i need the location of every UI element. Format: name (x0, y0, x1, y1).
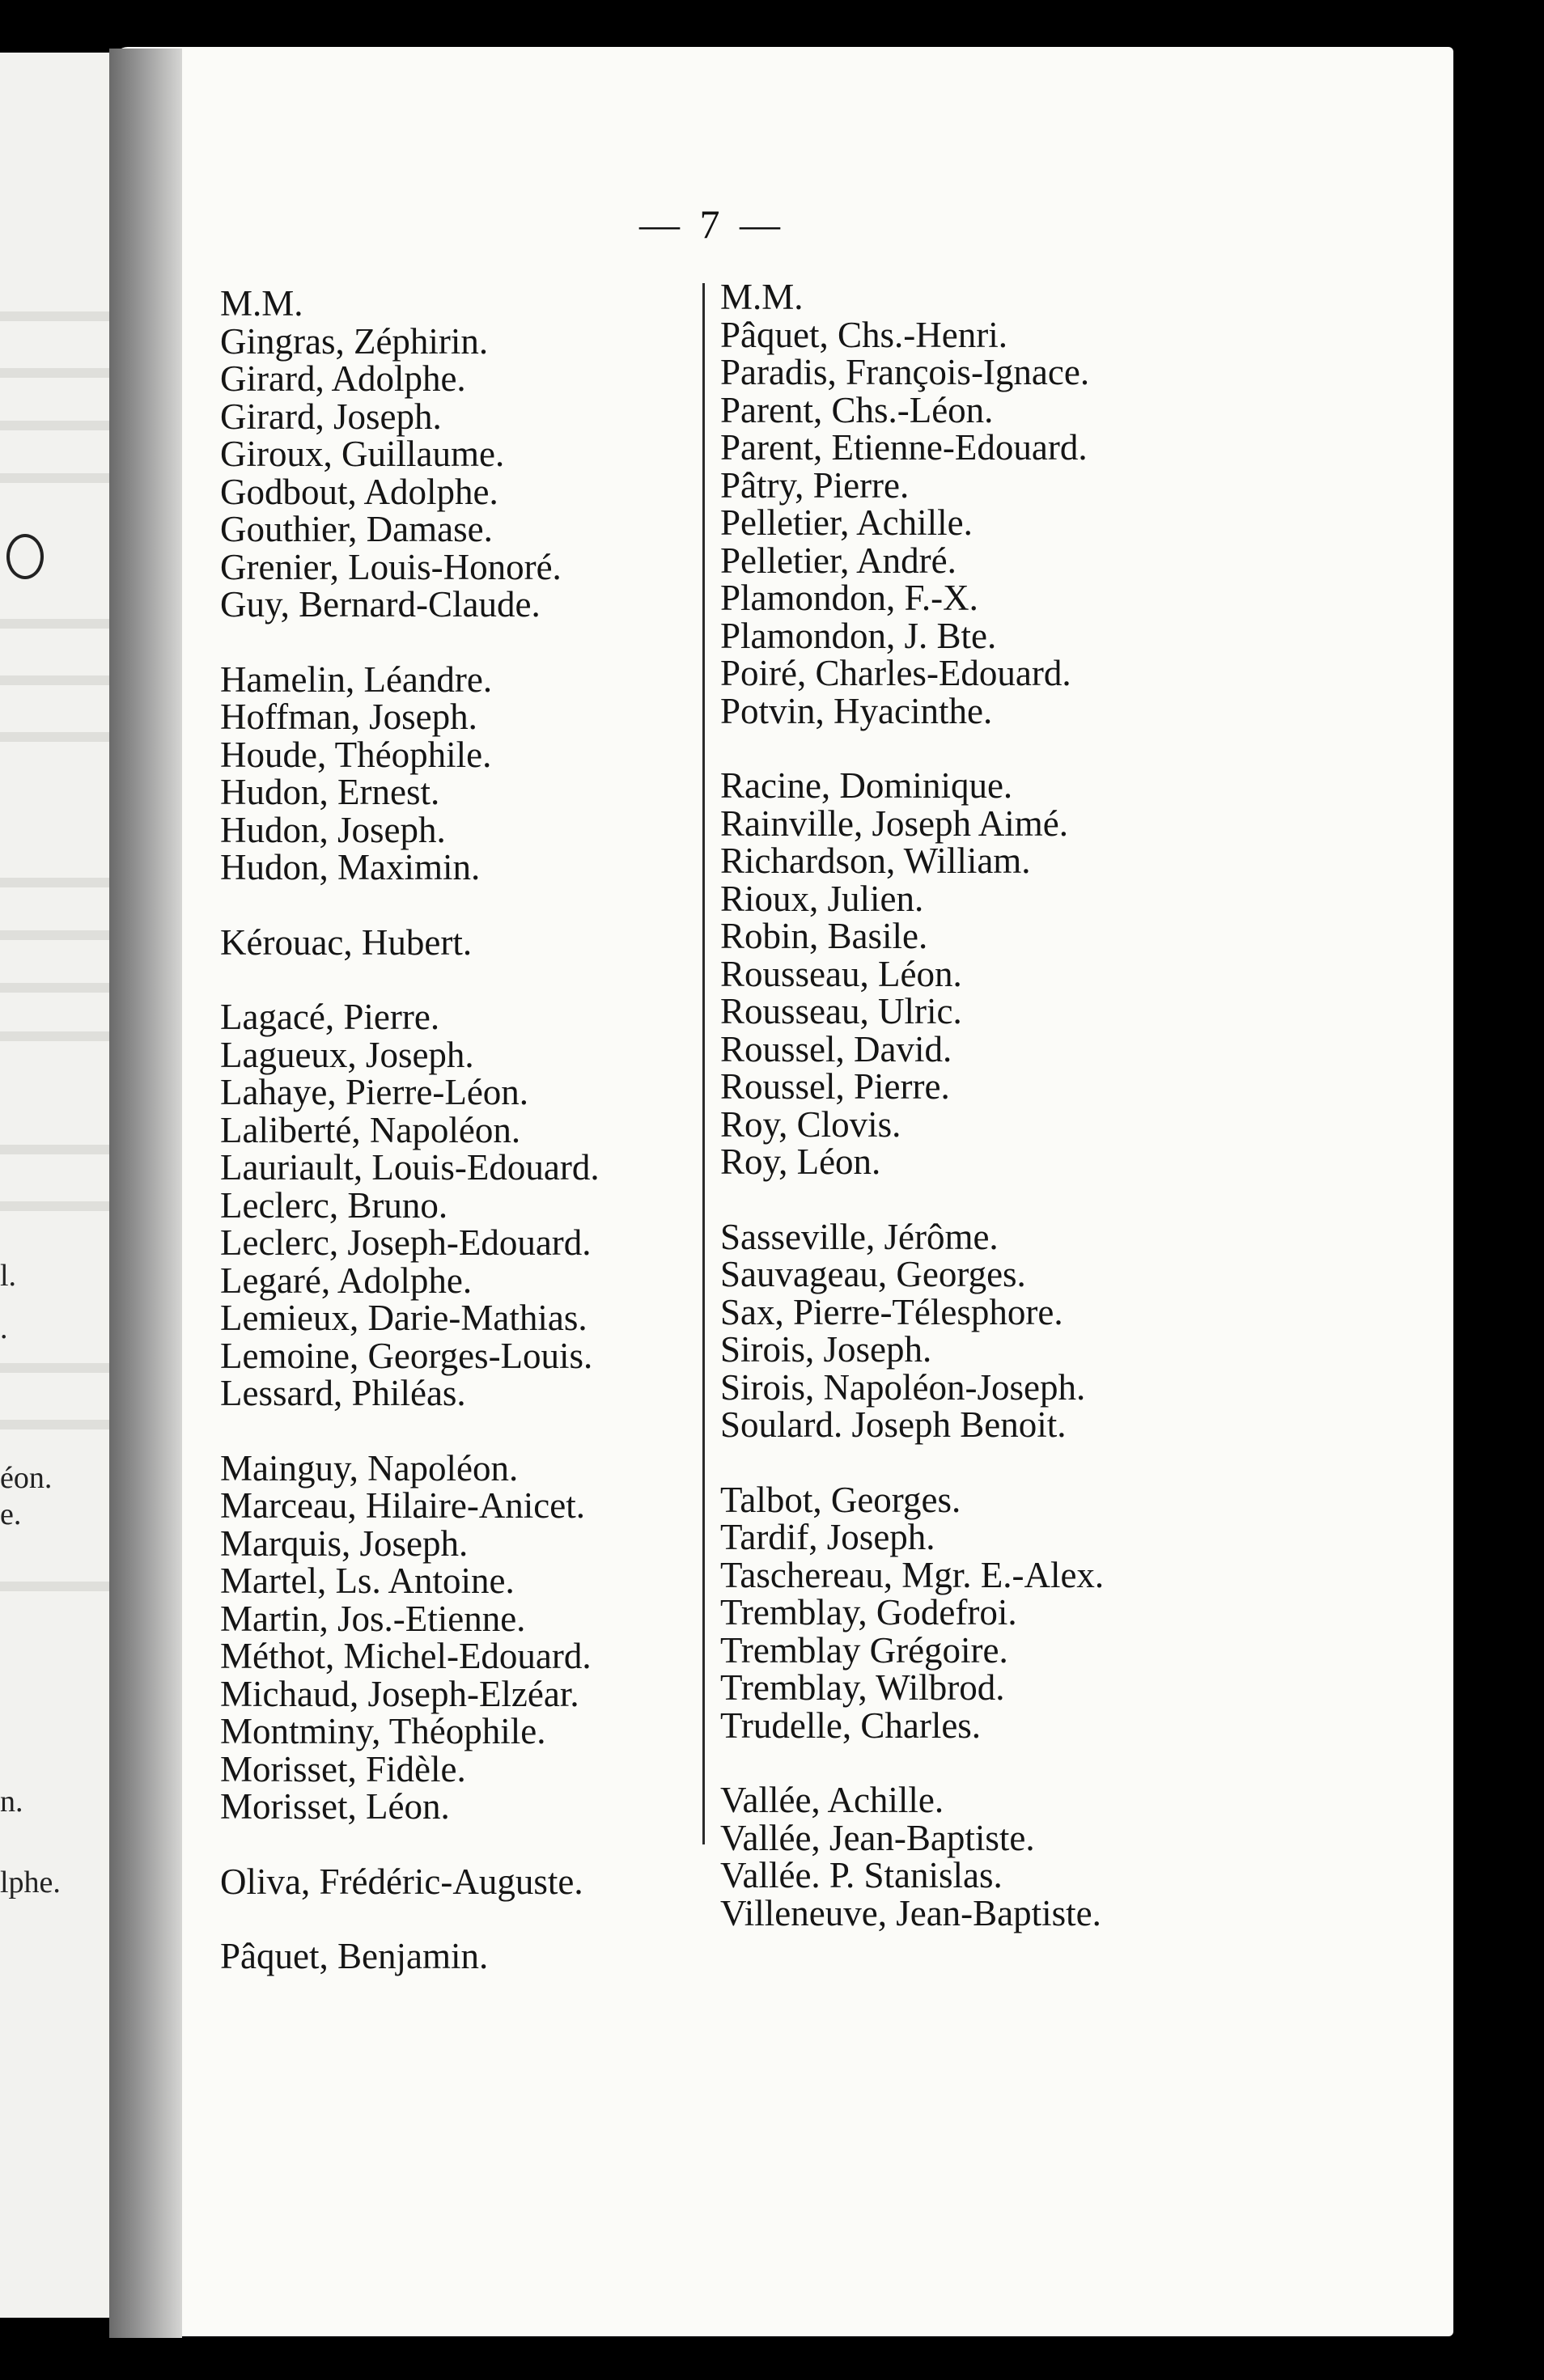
previous-page-fragment: éon. (0, 1461, 53, 1495)
previous-page-fragment: lphe. (0, 1865, 61, 1899)
name-entry: Taschereau, Mgr. E.-Alex. (720, 1554, 1105, 1595)
name-entry: Lemieux, Darie-Mathias. (220, 1298, 587, 1338)
name-entry: Sax, Pierre-Télesphore. (720, 1291, 1063, 1332)
name-entry: Roy, Léon. (720, 1141, 881, 1182)
group-spacer (220, 887, 600, 924)
group-spacer (220, 961, 600, 998)
name-entry: Girard, Joseph. (220, 396, 442, 437)
name-entry: Sirois, Joseph. (720, 1329, 932, 1370)
name-entry: Morisset, Fidèle. (220, 1748, 466, 1789)
name-entry: Guy, Bernard-Claude. (220, 584, 541, 625)
name-entry: Robin, Basile. (720, 916, 928, 956)
name-entry: Martel, Ls. Antoine. (220, 1561, 515, 1601)
name-entry: Hamelin, Léandre. (220, 659, 493, 700)
name-entry: Tremblay Grégoire. (720, 1629, 1008, 1671)
group-spacer (720, 1744, 1104, 1781)
left-name-column (220, 285, 600, 1976)
name-entry: Lessard, Philéas. (220, 1373, 466, 1413)
name-entry: Rainville, Joseph Aimé. (720, 803, 1068, 844)
name-entry: Godbout, Adolphe. (220, 471, 498, 512)
group-spacer (220, 624, 600, 661)
name-entry: Laliberté, Napoléon. (220, 1109, 521, 1150)
name-entry: Hoffman, Joseph. (220, 697, 477, 737)
name-entry: Talbot, Georges. (720, 1479, 961, 1520)
name-entry: Girard, Adolphe. (220, 358, 466, 399)
page-number: — 7 — (639, 201, 785, 247)
name-entry: Roussel, Pierre. (720, 1066, 950, 1107)
previous-page-fragment: l. (0, 1259, 17, 1293)
name-entry: Roussel, David. (720, 1028, 952, 1069)
name-entry: Potvin, Hyacinthe. (720, 690, 993, 731)
column-header: M.M. (720, 277, 804, 317)
name-entry: Morisset, Léon. (220, 1786, 450, 1827)
name-entry: Vallée. P. Stanislas. (720, 1855, 1003, 1895)
name-entry: Tremblay, Wilbrod. (720, 1667, 1005, 1708)
name-entry: Pâquet, Chs.-Henri. (720, 314, 1007, 355)
group-spacer (720, 730, 1104, 767)
seal-icon (6, 534, 44, 579)
name-entry: Oliva, Frédéric-Auguste. (220, 1861, 583, 1902)
name-entry: Grenier, Louis-Honoré. (220, 546, 562, 587)
name-entry: Lahaye, Pierre-Léon. (220, 1072, 529, 1112)
name-entry: Méthot, Michel-Edouard. (220, 1636, 592, 1676)
name-entry: Lagueux, Joseph. (220, 1034, 474, 1075)
name-entry: Paradis, François-Ignace. (720, 352, 1090, 392)
name-entry: Giroux, Guillaume. (220, 434, 505, 474)
name-entry: Pâquet, Benjamin. (220, 1936, 489, 1976)
previous-page-fragment: n. (0, 1785, 23, 1819)
name-entry: Pelletier, Achille. (720, 502, 973, 543)
name-entry: Plamondon, J. Bte. (720, 615, 997, 656)
name-entry: Hudon, Joseph. (220, 809, 446, 850)
name-entry: Sauvageau, Georges. (720, 1254, 1026, 1294)
right-name-column (720, 278, 1104, 1932)
name-entry: Leclerc, Bruno. (220, 1184, 448, 1226)
name-entry: Marceau, Hilaire-Anicet. (220, 1485, 586, 1526)
name-entry: Leclerc, Joseph-Edouard. (220, 1222, 592, 1263)
name-entry: Trudelle, Charles. (720, 1705, 982, 1746)
name-entry: Houde, Théophile. (220, 734, 492, 775)
previous-page-fragment: e. (0, 1497, 22, 1531)
name-entry: Sasseville, Jérôme. (720, 1216, 999, 1257)
name-entry: Parent, Etienne-Edouard. (720, 427, 1088, 468)
name-entry: Parent, Chs.-Léon. (720, 389, 994, 430)
group-spacer (720, 1181, 1104, 1218)
name-entry: Vallée, Jean-Baptiste. (720, 1817, 1035, 1858)
name-entry: Kérouac, Hubert. (220, 921, 473, 963)
name-entry: Vallée, Achille. (720, 1780, 944, 1820)
name-entry: Sirois, Napoléon-Joseph. (720, 1366, 1086, 1408)
group-spacer (220, 1900, 600, 1937)
group-spacer (720, 1444, 1104, 1481)
name-entry: Lemoine, Georges-Louis. (220, 1335, 593, 1376)
group-spacer (220, 1412, 600, 1450)
name-entry: Hudon, Ernest. (220, 772, 440, 812)
name-entry: Plamondon, F.-X. (720, 578, 978, 618)
previous-page-edge (0, 53, 113, 2318)
name-entry: Pâtry, Pierre. (720, 464, 910, 506)
name-entry: Legaré, Adolphe. (220, 1260, 473, 1301)
name-entry: Poiré, Charles-Edouard. (720, 653, 1071, 693)
previous-page-fragment: . (0, 1311, 8, 1345)
name-entry: Soulard. Joseph Benoit. (720, 1404, 1067, 1445)
column-header: M.M. (220, 283, 303, 324)
name-entry: Pelletier, André. (720, 540, 957, 581)
name-entry: Richardson, William. (720, 841, 1031, 881)
name-entry: Montminy, Théophile. (220, 1711, 546, 1751)
column-divider (702, 283, 705, 1844)
name-entry: Hudon, Maximin. (220, 847, 481, 887)
name-entry: Gingras, Zéphirin. (220, 320, 489, 362)
name-entry: Rioux, Julien. (720, 878, 924, 919)
group-spacer (220, 1826, 600, 1863)
name-entry: Michaud, Joseph-Elzéar. (220, 1673, 579, 1714)
name-entry: Tremblay, Godefroi. (720, 1592, 1017, 1633)
name-entry: Mainguy, Napoléon. (220, 1447, 519, 1489)
name-entry: Martin, Jos.-Etienne. (220, 1598, 526, 1639)
name-entry: Villeneuve, Jean-Baptiste. (720, 1892, 1101, 1933)
name-entry: Rousseau, Ulric. (720, 991, 962, 1031)
name-entry: Roy, Clovis. (720, 1103, 901, 1145)
name-entry: Lagacé, Pierre. (220, 997, 440, 1037)
name-entry: Lauriault, Louis-Edouard. (220, 1147, 600, 1188)
name-entry: Racine, Dominique. (720, 765, 1013, 806)
name-entry: Marquis, Joseph. (220, 1522, 469, 1564)
name-entry: Tardif, Joseph. (720, 1517, 935, 1557)
name-entry: Rousseau, Léon. (720, 953, 962, 994)
book-gutter-shadow (109, 49, 182, 2338)
name-entry: Gouthier, Damase. (220, 509, 493, 549)
